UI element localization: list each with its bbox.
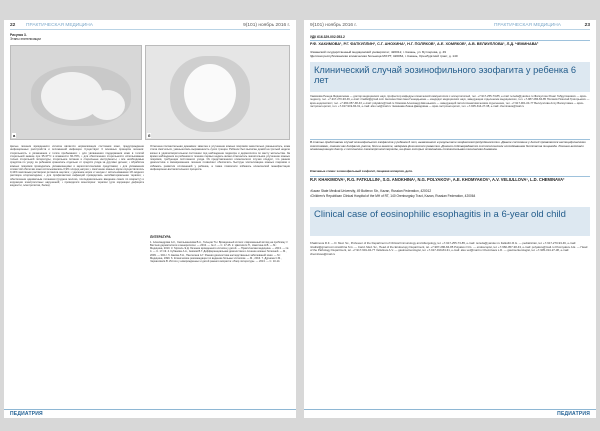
affiliation-en-1: ¹Kazan State Medical University, 49 Butlerov Str., Kazan, Russian Federation, 420012 <box>310 189 432 193</box>
header-rule <box>310 29 590 30</box>
udk-code: УДК 616.329-002.053.2 <box>310 35 345 39</box>
figure-caption: Этапы эпителизации <box>10 37 41 41</box>
literature-list: 1. Александрова А.К., Смольянникова В.А., Гольцов Т.Н. Врожденный ихтиоз: современный взгляд на проблему // Вестник дерматологии и венерологии. — 2013. — № 2. — С. 17-25. 2. Цветков Н.П., Никитина Н.В. — М.: Медицина, 2010. 3. Гирсель Э.Д. Лечение врожденного ихтиоза у детей. — Практическая медицина. — 2013. — № 4. — С. 17-19. 4. Кубанова А.А., Акимов В.Г. Дифференциальная диагностика и лечение кожных болезней. — М., 2009. — 304 с. 5. Ежова Л.Н., Пантелеев А.Г. Ранняя диагностика наследственных заболеваний кожи. — М.: Медицина, 1999. 6. Клинические рекомендации по ведению больных ихтиозом. — М., 2013. 7. Дурнина С.М., Черкасова Е.В. Ихтиоз у новорожденных и детей раннего возраста: обзор литературы. — 2013. — С. 10-14. <box>150 241 289 263</box>
keywords-ru: Ключевые слова: эозинофильный эзофагит, пищевая аллергия, дети. <box>310 169 413 173</box>
issue-date: 9(101) ноябрь 2016 г. <box>243 23 290 28</box>
figure-photo-b <box>145 45 290 140</box>
footer-logo: ПЕДИАТРИЯ <box>557 411 590 417</box>
header-rule <box>10 29 290 30</box>
left-page-header <box>4 20 296 31</box>
title-en-box <box>310 207 590 236</box>
title-ru-box <box>310 62 590 92</box>
authors-en: R.F. KHAKIMOVA¹, R.G. FATKULLIN¹, S.G. ANOKHINA¹, N.G. POLYAKOV¹, A.E. KHOMYAKOV¹, A.V. VELIULLOVA¹, L.D. CHEMINAVA² <box>310 177 565 182</box>
left-page <box>4 20 296 418</box>
author-contacts-ru: Хакимова Резеда Фидаилевна — доктор медицинских наук, профессор кафедры клинической иммунологии с аллергологией, тел. +7-917-255-73-85, e-mail: rezeda@yandex.ru Фаткуллин Ринат Габдулхакович — врач-педиатр, тел. +7-917-270-93-46, e-mail: rinatfat@gmail.com Анохина Светлана Геннадьевна — кандидат медицинских наук, заведующая отделением медицинских, тел. +7-987-286-84-85 Поляков Николай Григорьевич — врач-эндоскопист, тел. +7-960-057-38-43, e-mail: polyakov@mail.ru Хомяков Александр Евгеньевич — заведующий патологоанатомическим отделением, тел. +7-917-901-04-77 Велиуллова Алсу Валиуловна — врач-гастроэнтеролог, тел. +7-917-919-84-31, e-mail: alsu.vel@mail.ru Чеминава Лиана Давидовна — врач-гастроэнтеролог, тел. +7-905-314-27-38, e-mail: cheminava@mail.ru <box>310 95 590 108</box>
photo-b-label: б <box>148 133 151 138</box>
article-title-ru: Клинический случай эозинофильного эзофагита у ребенка 6 лет <box>314 65 577 85</box>
figure-photo-a <box>10 45 142 140</box>
authors-ru: Р.Ф. ХАКИМОВА¹, Р.Г. ФАТКУЛЛИН¹, С.Г. АНОХИНА¹, Н.Г. ПОЛЯКОВ¹, А.Е. ХОМЯКОВ¹, А.В. ВЕЛИУЛЛОВА¹, Л.Д. ЧЕМИНАВА² <box>310 42 539 46</box>
right-page-header <box>304 20 596 31</box>
right-page <box>304 20 596 418</box>
divider <box>310 40 590 41</box>
divider <box>310 139 590 140</box>
photo-a-label: а <box>13 133 16 138</box>
left-column-text: Целью лечения врожденного ихтиоза является нормализация состояния кожи, предупреждение инфекционных расстройств и осложнений инфекции. Существует 3 основных принципа лечения: стерильность и увлажнение к тепла пребывания: • для увлажнения поддержания кожи в теплой стерильной кювезе при 35-37°С и влажности 60-70%, • для обеспечения стерильности использование только стерильной литературы, стерильное питание и стерильные инструменты; • все необходимые средства по уходу за ребенком хранились отдельно от средств ухода за другими детьми; • обработка кожных покровов проводилась увлажняющими и кератолитическими средствами; • для увлажнения слизистой оболочки кожи использовались 0,9% хлорид натрия; • смягчение кожных корок осуществлялось 0,44% масляным раствором ретинола ацетата; • удаление корок и чешуек с использованием 1% водного раствора хлоргексидина; • для профилактики инфекций проводилась антибактериальная терапия; • обеспечение адекватным питанием (грудное молоко, последовательное введение смеси по возрасту) и коррекция электролитных нарушений; • проводился мониторинг терапии (для коррекции дефицита жидкости, электролитов, белка). <box>10 145 144 187</box>
figure-title: Рисунок 3. <box>10 33 27 37</box>
right-page-footer <box>304 409 596 418</box>
affiliation-ru-2: ²Детская республиканская клиническая больница МЗ РТ, 420064, г. Казань, Оренбургский тракт, д. 140 <box>310 54 458 58</box>
literature-heading: ЛИТЕРАТУРА <box>150 235 171 239</box>
page-number: 22 <box>10 23 16 28</box>
footer-logo: ПЕДИАТРИЯ <box>10 411 43 417</box>
page-number: 23 <box>584 23 590 28</box>
left-page-footer <box>4 409 296 418</box>
journal-name: ПРАКТИЧЕСКАЯ МЕДИЦИНА <box>26 23 93 28</box>
article-title-en: Clinical case of eosinophilic esophagitis in a 6-year old child <box>314 209 566 220</box>
affiliation-en-2: ²Children's Republican Clinical Hospital of the MH of RT, 140 Orenburgsky Tract, Kazan, Russian Federation, 420064 <box>310 194 476 198</box>
affiliation-ru-1: ¹Казанский государственный медицинский университет, 420012, г. Казань, ул. Бутлерова, д. 49 <box>310 50 446 54</box>
issue-date: 9(101) ноябрь 2016 г. <box>310 23 357 28</box>
author-contacts-en: Khakimova R.F. — D. Med. Sc., Professor of the Department of Clinical Immunology and Allergology, tel. +7-917-255-73-85, e-mail: rezeda@yandex.ru Fatkullin R.G. — pediatrician, tel. +7-917-270-93-46, e-mail: rinatfat@gmail.com Anokhina S.G. — Cand. Med. Sc., Head of the Endoscopy Department, tel. +7-987-286-84-85 Polyakov N.G. — endoscopist, tel. +7-960-057-38-43, e-mail: polyakov@mail.ru Khomyakov A.E. — Head of the Pathology Department, tel. +7-917-901-04-77 Veliullova A.V. — gastroenterologist, tel. +7-917-919-84-31, e-mail: alsu.vel@mail.ru Cheminava L.D. — gastroenterologist, tel. +7-905-314-27-38, e-mail: cheminava@mail.ru <box>310 242 588 256</box>
right-column-text: Отмечена положительная динамика: заметна и улучшение кожных покровов значительно уменьшилось, кожа стала смягчаться, уменьшилась выраженность сухих трещин. Ребенок был выписан домой на третьей неделе жизни в удовлетворительном состоянии под наблюдение педиатра и дерматолога по месту жительства. За время наблюдения за ребенком в течение первых недель жизни отмечалось значительное улучшение кожных покровов, требующая постоянного ухода. Из представленного клинического случая следует, что ранняя диагностика и своевременное лечение позволяют обеспечить быструю эпителизацию кожных покровов и избежать развития осложнений у ребенка, а также позволили избежать клинической манифестации инфекционно-воспалительного процесса. <box>150 145 290 171</box>
journal-name: ПРАКТИЧЕСКАЯ МЕДИЦИНА <box>494 23 561 28</box>
abstract-ru: В статье представлен случай эозинофильного эзофагита у ребенка 6 лет, выявленного в результате эзофагогастродуоденоскопии. Данное состояние у детей проявляется неспецифическими симптомами, такими как дисфагия, рвота, боли в животе, задержка физического развития. Диагноз подтверждается гистологическим исследованием биоптатов пищевода. Лечение включало элиминационную диету и топические глюкокортикостероиды, на фоне которых отмечалась положительная клиническая динамика. <box>310 141 586 152</box>
